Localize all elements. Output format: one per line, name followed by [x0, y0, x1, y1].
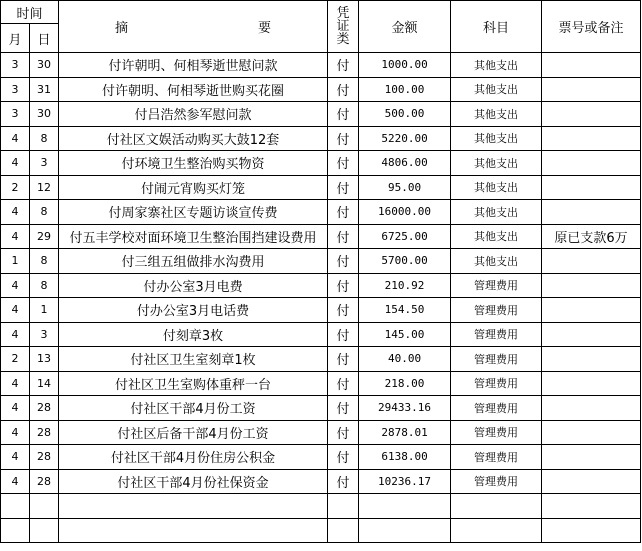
header-voucher-type: [328, 1, 359, 53]
cell-day[interactable]: 8: [30, 273, 59, 298]
cell-day[interactable]: 31: [30, 77, 59, 102]
cell-amount[interactable]: 145.00: [359, 322, 451, 347]
cell-month[interactable]: 4: [1, 200, 30, 225]
cell-note[interactable]: 原已支款6万: [542, 224, 641, 249]
table-row: [1, 77, 641, 102]
header-note: 票号或备注: [542, 1, 641, 53]
cell-day[interactable]: 12: [30, 175, 59, 200]
cell-day[interactable]: 8: [30, 126, 59, 151]
cell-month[interactable]: 4: [1, 322, 30, 347]
cell-description[interactable]: 付周家寨社区专题访谈宣传费: [59, 200, 328, 225]
table-row: [1, 249, 641, 274]
cell-amount[interactable]: 29433.16: [359, 396, 451, 421]
cell-account[interactable]: 其他支出: [451, 249, 542, 274]
cell-note[interactable]: [542, 151, 641, 176]
cell-month[interactable]: 4: [1, 420, 30, 445]
cell-description[interactable]: 付刻章3枚: [59, 322, 328, 347]
cell-voucher-type[interactable]: 付: [328, 420, 359, 445]
table-row: [1, 175, 641, 200]
table-row: [1, 102, 641, 127]
cell-day[interactable]: 30: [30, 53, 59, 78]
cell-month[interactable]: 4: [1, 396, 30, 421]
cell-voucher-type[interactable]: 付: [328, 249, 359, 274]
cell-account[interactable]: 管理费用: [451, 273, 542, 298]
cell-amount[interactable]: 218.00: [359, 371, 451, 396]
cell-description[interactable]: 付社区文娱活动购买大鼓12套: [59, 126, 328, 151]
header-summary-right: 要: [258, 21, 272, 36]
cell-description[interactable]: 付许朝明、何相琴逝世慰问款: [59, 53, 328, 78]
cell-note[interactable]: [542, 273, 641, 298]
cell-account[interactable]: 其他支出: [451, 53, 542, 78]
cell-voucher-type[interactable]: [328, 518, 359, 543]
table-row: [1, 126, 641, 151]
cell-voucher-type[interactable]: 付: [328, 77, 359, 102]
table-row: [1, 151, 641, 176]
cell-voucher-type[interactable]: 付: [328, 224, 359, 249]
cell-voucher-type[interactable]: 付: [328, 298, 359, 323]
cell-note[interactable]: [542, 102, 641, 127]
cell-description[interactable]: 付社区干部4月份社保资金: [59, 469, 328, 494]
cell-account[interactable]: 其他支出: [451, 200, 542, 225]
table-row: [1, 273, 641, 298]
cell-amount[interactable]: 6138.00: [359, 445, 451, 470]
header-summary: [59, 1, 328, 53]
cell-description[interactable]: 付环境卫生整治购买物资: [59, 151, 328, 176]
cell-day[interactable]: 28: [30, 420, 59, 445]
cell-day[interactable]: 28: [30, 445, 59, 470]
cell-note[interactable]: [542, 396, 641, 421]
cell-account[interactable]: 其他支出: [451, 126, 542, 151]
header-account: 科目: [451, 1, 542, 53]
cell-day[interactable]: 3: [30, 151, 59, 176]
table-row: [1, 322, 641, 347]
cell-month[interactable]: 4: [1, 151, 30, 176]
table-row: [1, 469, 641, 494]
cell-amount[interactable]: [359, 518, 451, 543]
cell-description[interactable]: 付五丰学校对面环境卫生整治围挡建设费用: [59, 224, 328, 249]
cell-day[interactable]: 3: [30, 322, 59, 347]
cell-account[interactable]: 管理费用: [451, 469, 542, 494]
cell-account[interactable]: 其他支出: [451, 102, 542, 127]
cell-amount[interactable]: 6725.00: [359, 224, 451, 249]
cell-account[interactable]: 管理费用: [451, 347, 542, 372]
cell-note[interactable]: [542, 347, 641, 372]
header-voucher-3: 类: [336, 32, 350, 47]
cell-day[interactable]: 28: [30, 469, 59, 494]
table-row: [1, 347, 641, 372]
header-voucher-1: 凭: [336, 6, 350, 21]
cell-day[interactable]: [30, 518, 59, 543]
cell-month[interactable]: [1, 494, 30, 519]
cell-account[interactable]: 管理费用: [451, 322, 542, 347]
header-summary-left: 摘: [115, 21, 129, 36]
cell-amount[interactable]: 95.00: [359, 175, 451, 200]
cell-voucher-type[interactable]: 付: [328, 200, 359, 225]
cell-description[interactable]: 付办公室3月电话费: [59, 298, 328, 323]
cell-amount[interactable]: 154.50: [359, 298, 451, 323]
cell-note[interactable]: [542, 126, 641, 151]
cell-month[interactable]: 4: [1, 273, 30, 298]
cell-account[interactable]: 其他支出: [451, 77, 542, 102]
cell-day[interactable]: 28: [30, 396, 59, 421]
cell-account[interactable]: 其他支出: [451, 151, 542, 176]
table-row: [1, 224, 641, 249]
cell-month[interactable]: 2: [1, 347, 30, 372]
cell-description[interactable]: 付办公室3月电费: [59, 273, 328, 298]
table-row: [1, 200, 641, 225]
cell-account[interactable]: [451, 494, 542, 519]
cell-note[interactable]: [542, 371, 641, 396]
cell-description[interactable]: 付社区后备干部4月份工资: [59, 420, 328, 445]
cell-account[interactable]: 管理费用: [451, 371, 542, 396]
table-row: [1, 371, 641, 396]
cell-note[interactable]: [542, 53, 641, 78]
table-row: [1, 53, 641, 78]
cell-voucher-type[interactable]: 付: [328, 273, 359, 298]
cell-amount[interactable]: 40.00: [359, 347, 451, 372]
cell-note[interactable]: [542, 445, 641, 470]
cell-voucher-type[interactable]: 付: [328, 53, 359, 78]
cell-voucher-type[interactable]: 付: [328, 102, 359, 127]
cell-account[interactable]: 管理费用: [451, 445, 542, 470]
cell-description[interactable]: 付社区卫生室刻章1枚: [59, 347, 328, 372]
header-voucher-2: 证: [336, 19, 350, 34]
cell-note[interactable]: [542, 298, 641, 323]
cell-month[interactable]: 4: [1, 469, 30, 494]
cell-month[interactable]: 4: [1, 371, 30, 396]
cell-description[interactable]: 付闹元宵购买灯笼: [59, 175, 328, 200]
table-row: [1, 396, 641, 421]
cell-note[interactable]: [542, 175, 641, 200]
cell-day[interactable]: 13: [30, 347, 59, 372]
cell-month[interactable]: 3: [1, 77, 30, 102]
cell-day[interactable]: 30: [30, 102, 59, 127]
cell-amount[interactable]: 100.00: [359, 77, 451, 102]
cell-description[interactable]: 付三组五组做排水沟费用: [59, 249, 328, 274]
cell-note[interactable]: [542, 469, 641, 494]
cell-note[interactable]: [542, 518, 641, 543]
cell-day[interactable]: 1: [30, 298, 59, 323]
cell-voucher-type[interactable]: 付: [328, 396, 359, 421]
cell-note[interactable]: [542, 420, 641, 445]
table-row: [1, 518, 641, 543]
cell-month[interactable]: 3: [1, 102, 30, 127]
cell-amount[interactable]: 5220.00: [359, 126, 451, 151]
cell-month[interactable]: 4: [1, 445, 30, 470]
cell-day[interactable]: [30, 494, 59, 519]
cell-amount[interactable]: 210.92: [359, 273, 451, 298]
cell-note[interactable]: [542, 200, 641, 225]
cell-note[interactable]: [542, 249, 641, 274]
cell-amount[interactable]: 500.00: [359, 102, 451, 127]
cell-month[interactable]: 4: [1, 126, 30, 151]
cell-month[interactable]: 1: [1, 249, 30, 274]
cell-day[interactable]: 8: [30, 200, 59, 225]
cell-description[interactable]: 付许朝明、何相琴逝世购买花圈: [59, 77, 328, 102]
cell-voucher-type[interactable]: 付: [328, 371, 359, 396]
cell-voucher-type[interactable]: 付: [328, 347, 359, 372]
cell-month[interactable]: [1, 518, 30, 543]
header-time: 时间: [1, 1, 59, 24]
cell-note[interactable]: [542, 322, 641, 347]
cell-description[interactable]: 付社区干部4月份工资: [59, 396, 328, 421]
cell-month[interactable]: 4: [1, 224, 30, 249]
cell-description[interactable]: 付吕浩然参军慰问款: [59, 102, 328, 127]
cell-account[interactable]: 管理费用: [451, 298, 542, 323]
cell-amount[interactable]: 16000.00: [359, 200, 451, 225]
cell-month[interactable]: 2: [1, 175, 30, 200]
header-amount: 金额: [359, 1, 451, 53]
cell-amount[interactable]: 10236.17: [359, 469, 451, 494]
cell-voucher-type[interactable]: 付: [328, 469, 359, 494]
cell-note[interactable]: [542, 494, 641, 519]
cell-note[interactable]: [542, 77, 641, 102]
cell-account[interactable]: [451, 518, 542, 543]
cell-voucher-type[interactable]: 付: [328, 126, 359, 151]
cell-amount[interactable]: 4806.00: [359, 151, 451, 176]
cell-amount[interactable]: 2878.01: [359, 420, 451, 445]
cell-account[interactable]: 其他支出: [451, 175, 542, 200]
cell-description[interactable]: 付社区卫生室购体重秤一台: [59, 371, 328, 396]
table-row: [1, 445, 641, 470]
cell-amount[interactable]: [359, 494, 451, 519]
cell-month[interactable]: 3: [1, 53, 30, 78]
header-day: 日: [30, 24, 59, 53]
cell-description[interactable]: 付社区干部4月份住房公积金: [59, 445, 328, 470]
cell-account[interactable]: 管理费用: [451, 420, 542, 445]
cell-description[interactable]: [59, 494, 328, 519]
header-month: 月: [1, 24, 30, 53]
cell-amount[interactable]: 1000.00: [359, 53, 451, 78]
cell-day[interactable]: 14: [30, 371, 59, 396]
cell-month[interactable]: 4: [1, 298, 30, 323]
table-row: [1, 494, 641, 519]
cell-day[interactable]: 29: [30, 224, 59, 249]
table-row: [1, 298, 641, 323]
cell-voucher-type[interactable]: 付: [328, 151, 359, 176]
cell-account[interactable]: 管理费用: [451, 396, 542, 421]
cell-description[interactable]: [59, 518, 328, 543]
cell-account[interactable]: 其他支出: [451, 224, 542, 249]
cell-voucher-type[interactable]: 付: [328, 445, 359, 470]
cell-amount[interactable]: 5700.00: [359, 249, 451, 274]
cell-day[interactable]: 8: [30, 249, 59, 274]
cell-voucher-type[interactable]: 付: [328, 322, 359, 347]
cell-voucher-type[interactable]: [328, 494, 359, 519]
table-row: [1, 420, 641, 445]
cell-voucher-type[interactable]: 付: [328, 175, 359, 200]
